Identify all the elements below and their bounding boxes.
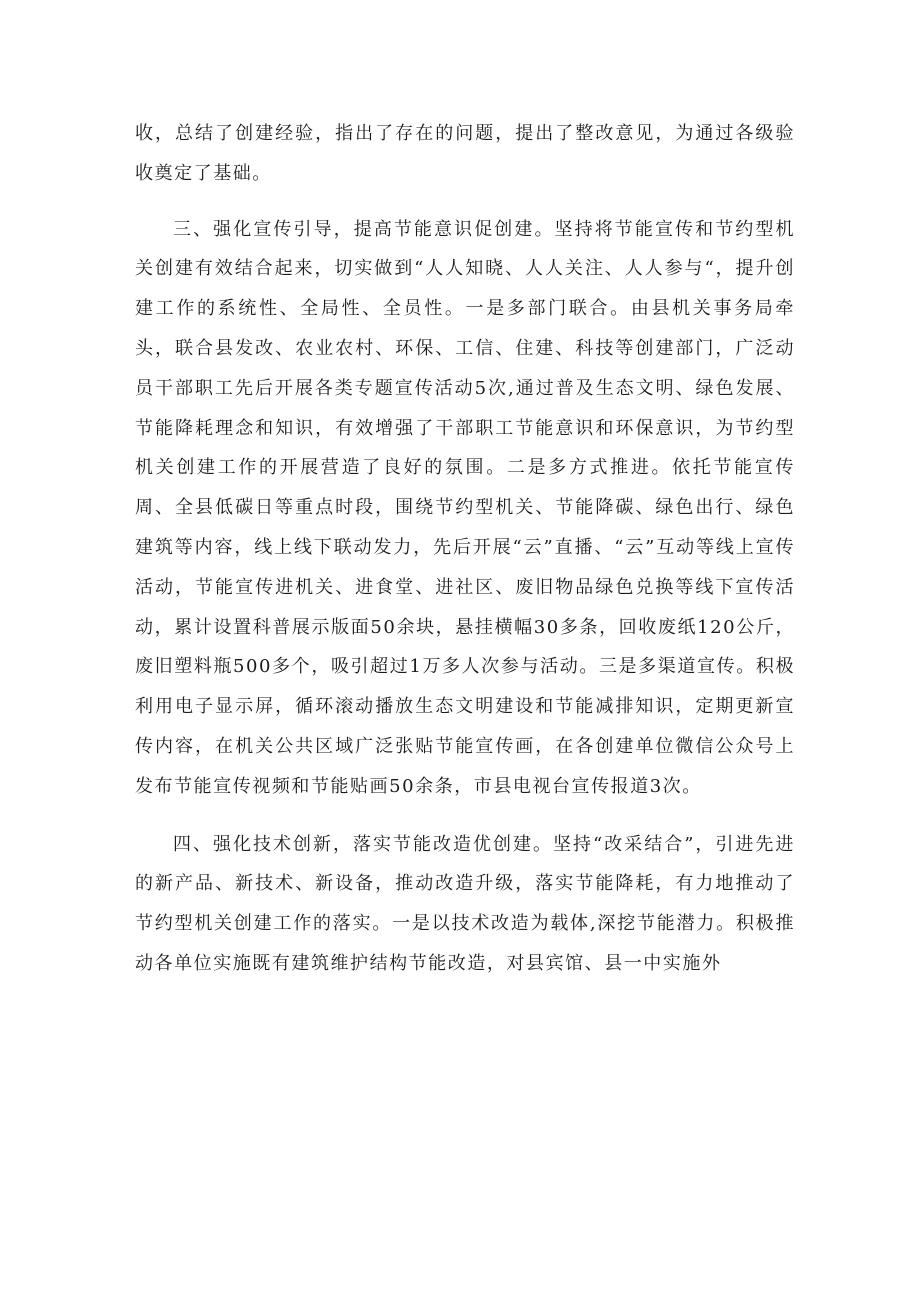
paragraph-section-four: 四、强化技术创新，落实节能改造优创建。坚持“改采结合”，引进先进的新产品、新技术、新设备，推动改造升级，落实节能降耗，有力地推动了节约型机关创建工作的落实。一是以技术改造为载体,深挖节能潜力。积极推动各单位实施既有建筑维护结构节能改造，对县宾馆、县一中实施外 <box>135 833 795 974</box>
paragraph-section-three: 三、强化宣传引导，提高节能意识促创建。坚持将节能宣传和节约型机关创建有效结合起来，切实做到“人人知晓、人人关注、人人参与“，提升创建工作的系统性、全局性、全员性。一是多部门联合。由县机关事务局牵头，联合县发改、农业农村、环保、工信、住建、科技等创建部门，广泛动员干部职工先后开展各类专题宣传活动5次,通过普及生态文明、绿色发展、节能降耗理念和知识，有效增强了干部职工节能意识和环保意识，为节约型机关创建工作的开展营造了良好的氛围。二是多方式推进。依托节能宣传周、全县低碳日等重点时段，围绕节约型机关、节能降碳、绿色出行、绿色建筑等内容，线上线下联动发力，先后开展“云”直播、“云”互动等线上宣传活动，节能宣传进机关、进食堂、进社区、废旧物品绿色兑换等线下宣传活动，累计设置科普展示版面50余块，悬挂横幅30多条，回收废纸120公斤，废旧塑料瓶500多个，吸引超过1万多人次参与活动。三是多渠道宣传。积极利用电子显示屏，循环滚动播放生态文明建设和节能减排知识，定期更新宣传内容，在机关公共区域广泛张贴节能宣传画，在各创建单位微信公众号上发布节能宣传视频和节能贴画50余条，市县电视台宣传报道3次。 <box>135 218 795 797</box>
paragraph-continuation: 收，总结了创建经验，指出了存在的问题，提出了整改意见，为通过各级验收奠定了基础。 <box>135 123 795 184</box>
document-page <box>135 114 795 984</box>
